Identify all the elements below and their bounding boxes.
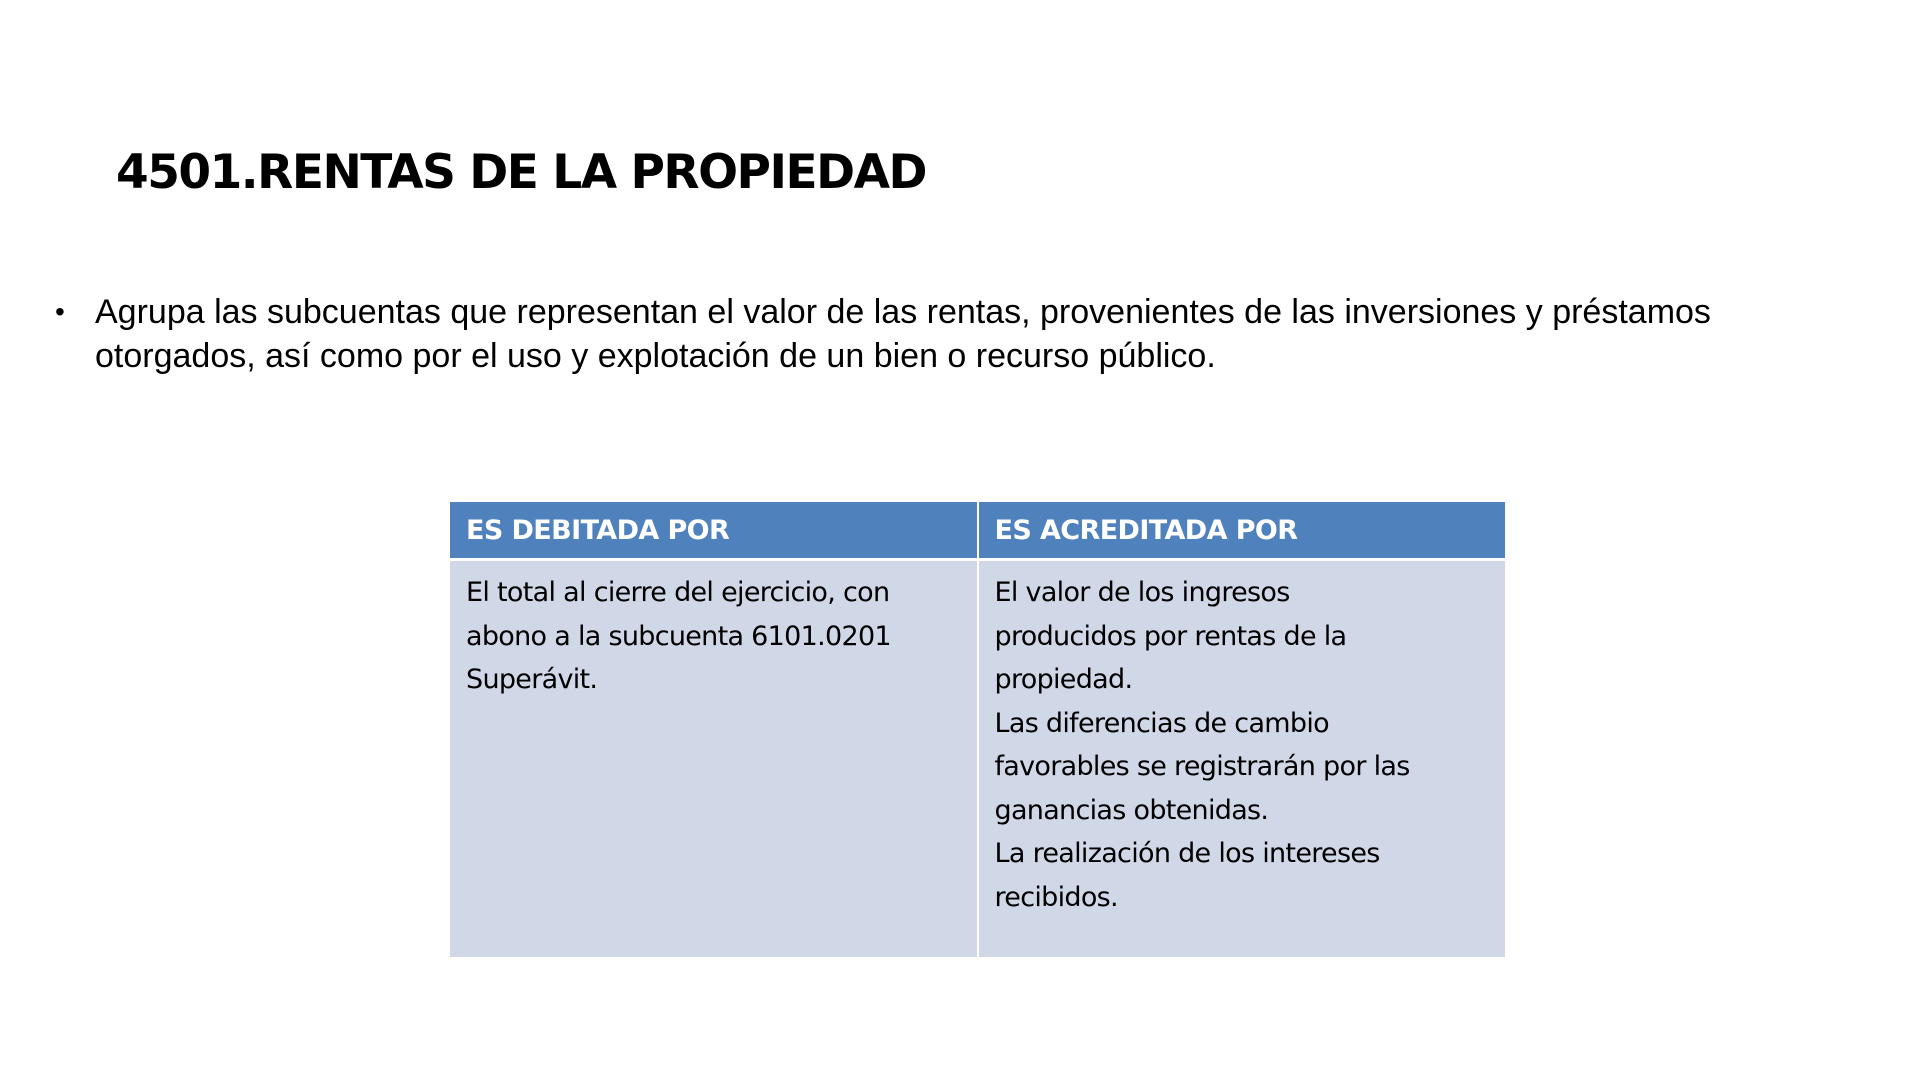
account-movements-table	[450, 502, 1505, 957]
credit-line: ganancias obtenidas.	[994, 794, 1269, 826]
bullet-list	[55, 290, 1865, 378]
bullet-marker: •	[55, 296, 65, 327]
debit-line: El total al cierre del ejercicio, con	[466, 577, 890, 608]
credit-line: propiedad.	[994, 664, 1133, 695]
header-credit: ES ACREDITADA POR	[978, 502, 1506, 560]
credit-line: Las diferencias de cambio	[994, 707, 1329, 739]
debit-cell	[450, 560, 978, 957]
credit-line: La realización de los intereses	[994, 838, 1380, 869]
slide-title: 4501.RENTAS DE LA PROPIEDAD	[116, 145, 926, 200]
bullet-text: Agrupa las subcuentas que representan el valor de las rentas, provenientes de las inversiones y préstamos otorgados, así como por el uso y explotación de un bien o recurso público.	[95, 293, 1711, 375]
bullet-item	[55, 290, 1865, 378]
credit-line: recibidos.	[994, 881, 1118, 913]
credit-cell	[978, 560, 1506, 957]
debit-line: abono a la subcuenta 6101.0201	[466, 620, 891, 652]
table-header-row	[450, 502, 1505, 560]
credit-line: favorables se registrarán por las	[994, 751, 1410, 782]
debit-line: Superávit.	[466, 664, 598, 695]
table-row	[450, 560, 1505, 957]
credit-line: El valor de los ingresos	[994, 577, 1290, 608]
header-debit: ES DEBITADA POR	[450, 502, 978, 560]
credit-line: producidos por rentas de la	[994, 620, 1347, 652]
